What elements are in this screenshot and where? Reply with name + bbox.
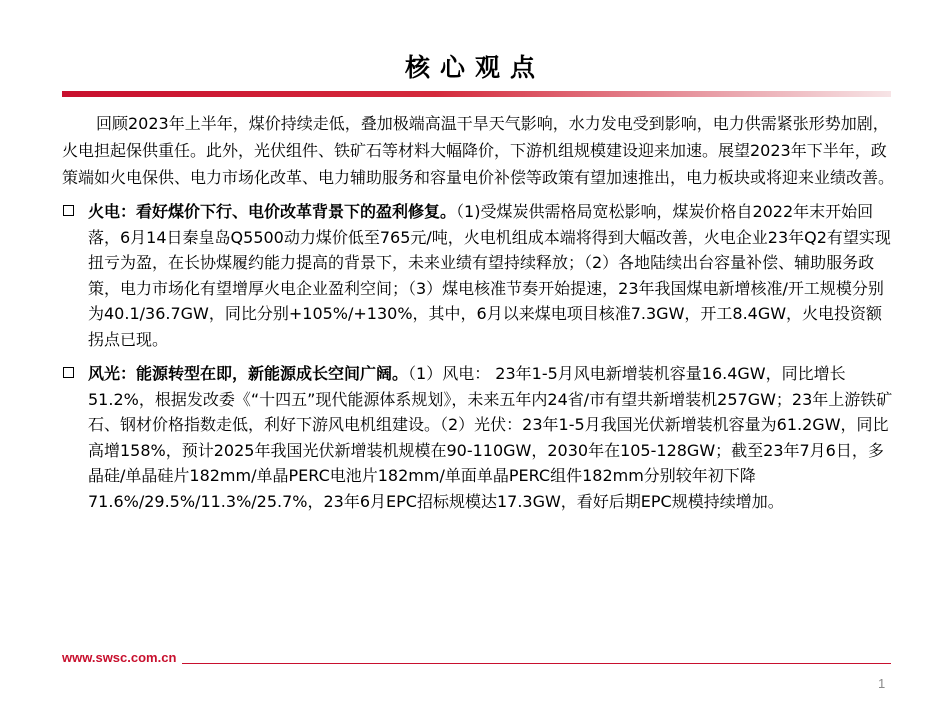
- intro-paragraph: 回顾2023年上半年，煤价持续走低，叠加极端高温干旱天气影响，水力发电受到影响，电力供需紧张形势加剧，火电担起保供重任。此外，光伏组件、铁矿石等材料大幅降价，下游机组规模建设迎来加速。展望2023年下半年，政策端如火电保供、电力市场化改革、电力辅助服务和容量电价补偿等政策有望加速推出，电力板块或将迎来业绩改善。: [62, 114, 895, 187]
- page-title: 核心观点: [404, 53, 545, 82]
- title-divider: [62, 91, 891, 97]
- bullet-body: （1）风电： 23年1-5月风电新增装机容量16.4GW，同比增长51.2%，根据发改委《“十四五”现代能源体系规划》，未来五年内24省/市有望共新增装机257GW；23年上游铁矿石、钢材价格指数走低，利好下游风电机组建设。（2）光伏：23年1-5月我国光伏新增装机容量为61.2GW，同比高增158%，预计2025年我国光伏新增装机规模在90-110GW，2030年在105-128GW；截至23年7月6日，多晶硅/单晶硅片182mm/单晶PERC电池片182mm/单面单晶PERC组件182mm分别较年初下降71.6%/29.5%/11.3%/25.7%，23年6月EPC招标规模达17.3GW，看好后期EPC规模持续增加。: [88, 364, 893, 511]
- bullet-lead: 火电：看好煤价下行、电价改革背景下的盈利修复。: [88, 202, 457, 221]
- bullet-lead: 风光：能源转型在即，新能源成长空间广阔。: [88, 364, 409, 383]
- bullet-body: （1)受煤炭供需格局宽松影响，煤炭价格自2022年末开始回落，6月14日秦皇岛Q5500动力煤价低至765元/吨，火电机组成本端将得到大幅改善，火电企业23年Q2有望实现扭亏为盈，在长协煤履约能力提高的背景下，未来业绩有望持续释放；（2）各地陆续出台容量补偿、辅助服务政策，电力市场化有望增厚火电企业盈利空间；（3）煤电核准节奏开始提速，23年我国煤电新增核准/开工规模分别为40.1/36.7GW，同比分别+105%/+130%，其中，6月以来煤电项目核准7.3GW，开工8.4GW，火电投资额拐点已现。: [88, 202, 891, 349]
- bullet-wind-solar: [62, 361, 896, 514]
- main-content: [62, 110, 896, 523]
- bullet-thermal-power: [62, 199, 896, 352]
- footer-divider: [62, 663, 891, 664]
- page-number: 1: [878, 676, 886, 691]
- footer-url[interactable]: www.swsc.com.cn: [62, 650, 182, 665]
- checkbox-bullet-icon: [63, 205, 74, 216]
- checkbox-bullet-icon: [63, 367, 74, 378]
